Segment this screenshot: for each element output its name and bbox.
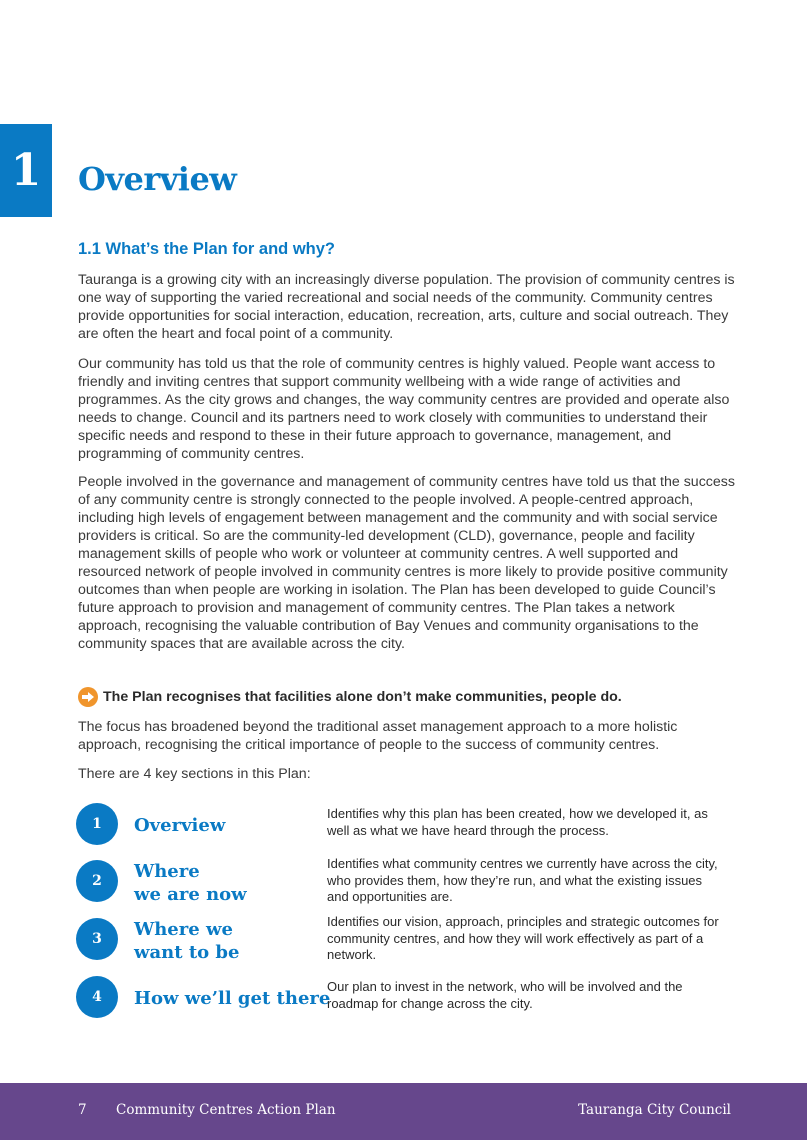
key-section-title: Where we want to be — [134, 919, 240, 963]
document-title: Community Centres Action Plan — [116, 1102, 336, 1118]
list-intro: There are 4 key sections in this Plan: — [78, 766, 311, 782]
key-section-title: Where we are now — [134, 861, 247, 905]
callout — [78, 687, 622, 707]
paragraph-focus: The focus has broadened beyond the traditional asset management approach to a more holistic approach, recognising the critical importance of people to the success of community centres. — [78, 719, 678, 753]
organisation-name: Tauranga City Council — [578, 1102, 731, 1118]
section-number-badge: 4 — [76, 976, 118, 1018]
page-footer — [0, 1083, 807, 1140]
key-section-description: Our plan to invest in the network, who will be involved and the roadmap for change across the city. — [327, 979, 683, 1011]
key-section-title: How we’ll get there — [134, 988, 331, 1009]
section-number-badge: 2 — [76, 860, 118, 902]
page-title: Overview — [78, 160, 237, 198]
key-section-title: Overview — [134, 815, 226, 836]
paragraph-community-feedback: Our community has told us that the role of community centres is highly valued. People want access to friendly and inviting centres that support community wellbeing with a wide range of activities and programmes. As the city grows and changes, the way community centres are provided and operate also needs to change. Council and its partners need to work closely with communities to understand their specific needs and respond to these in their future approach to governance, management, and programming of community centres. — [78, 356, 730, 462]
key-section-description: Identifies why this plan has been created, how we developed it, as well as what we have heard through the process. — [327, 806, 708, 838]
arrow-right-icon — [78, 687, 98, 707]
chapter-number-tab: 1 — [0, 124, 52, 217]
section-number-badge: 1 — [76, 803, 118, 845]
section-heading: 1.1 What’s the Plan for and why? — [78, 240, 336, 258]
callout-text: The Plan recognises that facilities alone don’t make communities, people do. — [103, 689, 622, 705]
key-section-description: Identifies what community centres we currently have across the city, who provides them, how they’re run, and what the existing issues and opportunities are. — [327, 856, 718, 904]
section-number-badge: 3 — [76, 918, 118, 960]
paragraph-governance: People involved in the governance and management of community centres have told us that the success of any community centre is strongly connected to the people involved. A people-centred approach, including high levels of engagement between management and the community and with social service providers is critical. So are the community-led development (CLD), governance, people and facility management skills of people who work or volunteer at community centres. A well supported and resourced network of people involved in community centres is more likely to provide positive community outcomes than when people are working in isolation. The Plan has been developed to guide Council’s future approach to provision and management of community centres. The Plan takes a network approach, recognising the valuable contribution of Bay Venues and community organisations to the community spaces that are available across the city. — [78, 474, 735, 652]
key-section-description: Identifies our vision, approach, principles and strategic outcomes for community centres, and how they will work effectively as part of a network. — [327, 914, 719, 962]
page-number: 7 — [78, 1102, 87, 1118]
paragraph-intro: Tauranga is a growing city with an increasingly diverse population. The provision of community centres is one way of supporting the varied recreational and social needs of the community. Community centres provide opportunities for social interaction, education, recreation, arts, culture and social outreach. They are often the heart and focal point of a community. — [78, 272, 735, 342]
